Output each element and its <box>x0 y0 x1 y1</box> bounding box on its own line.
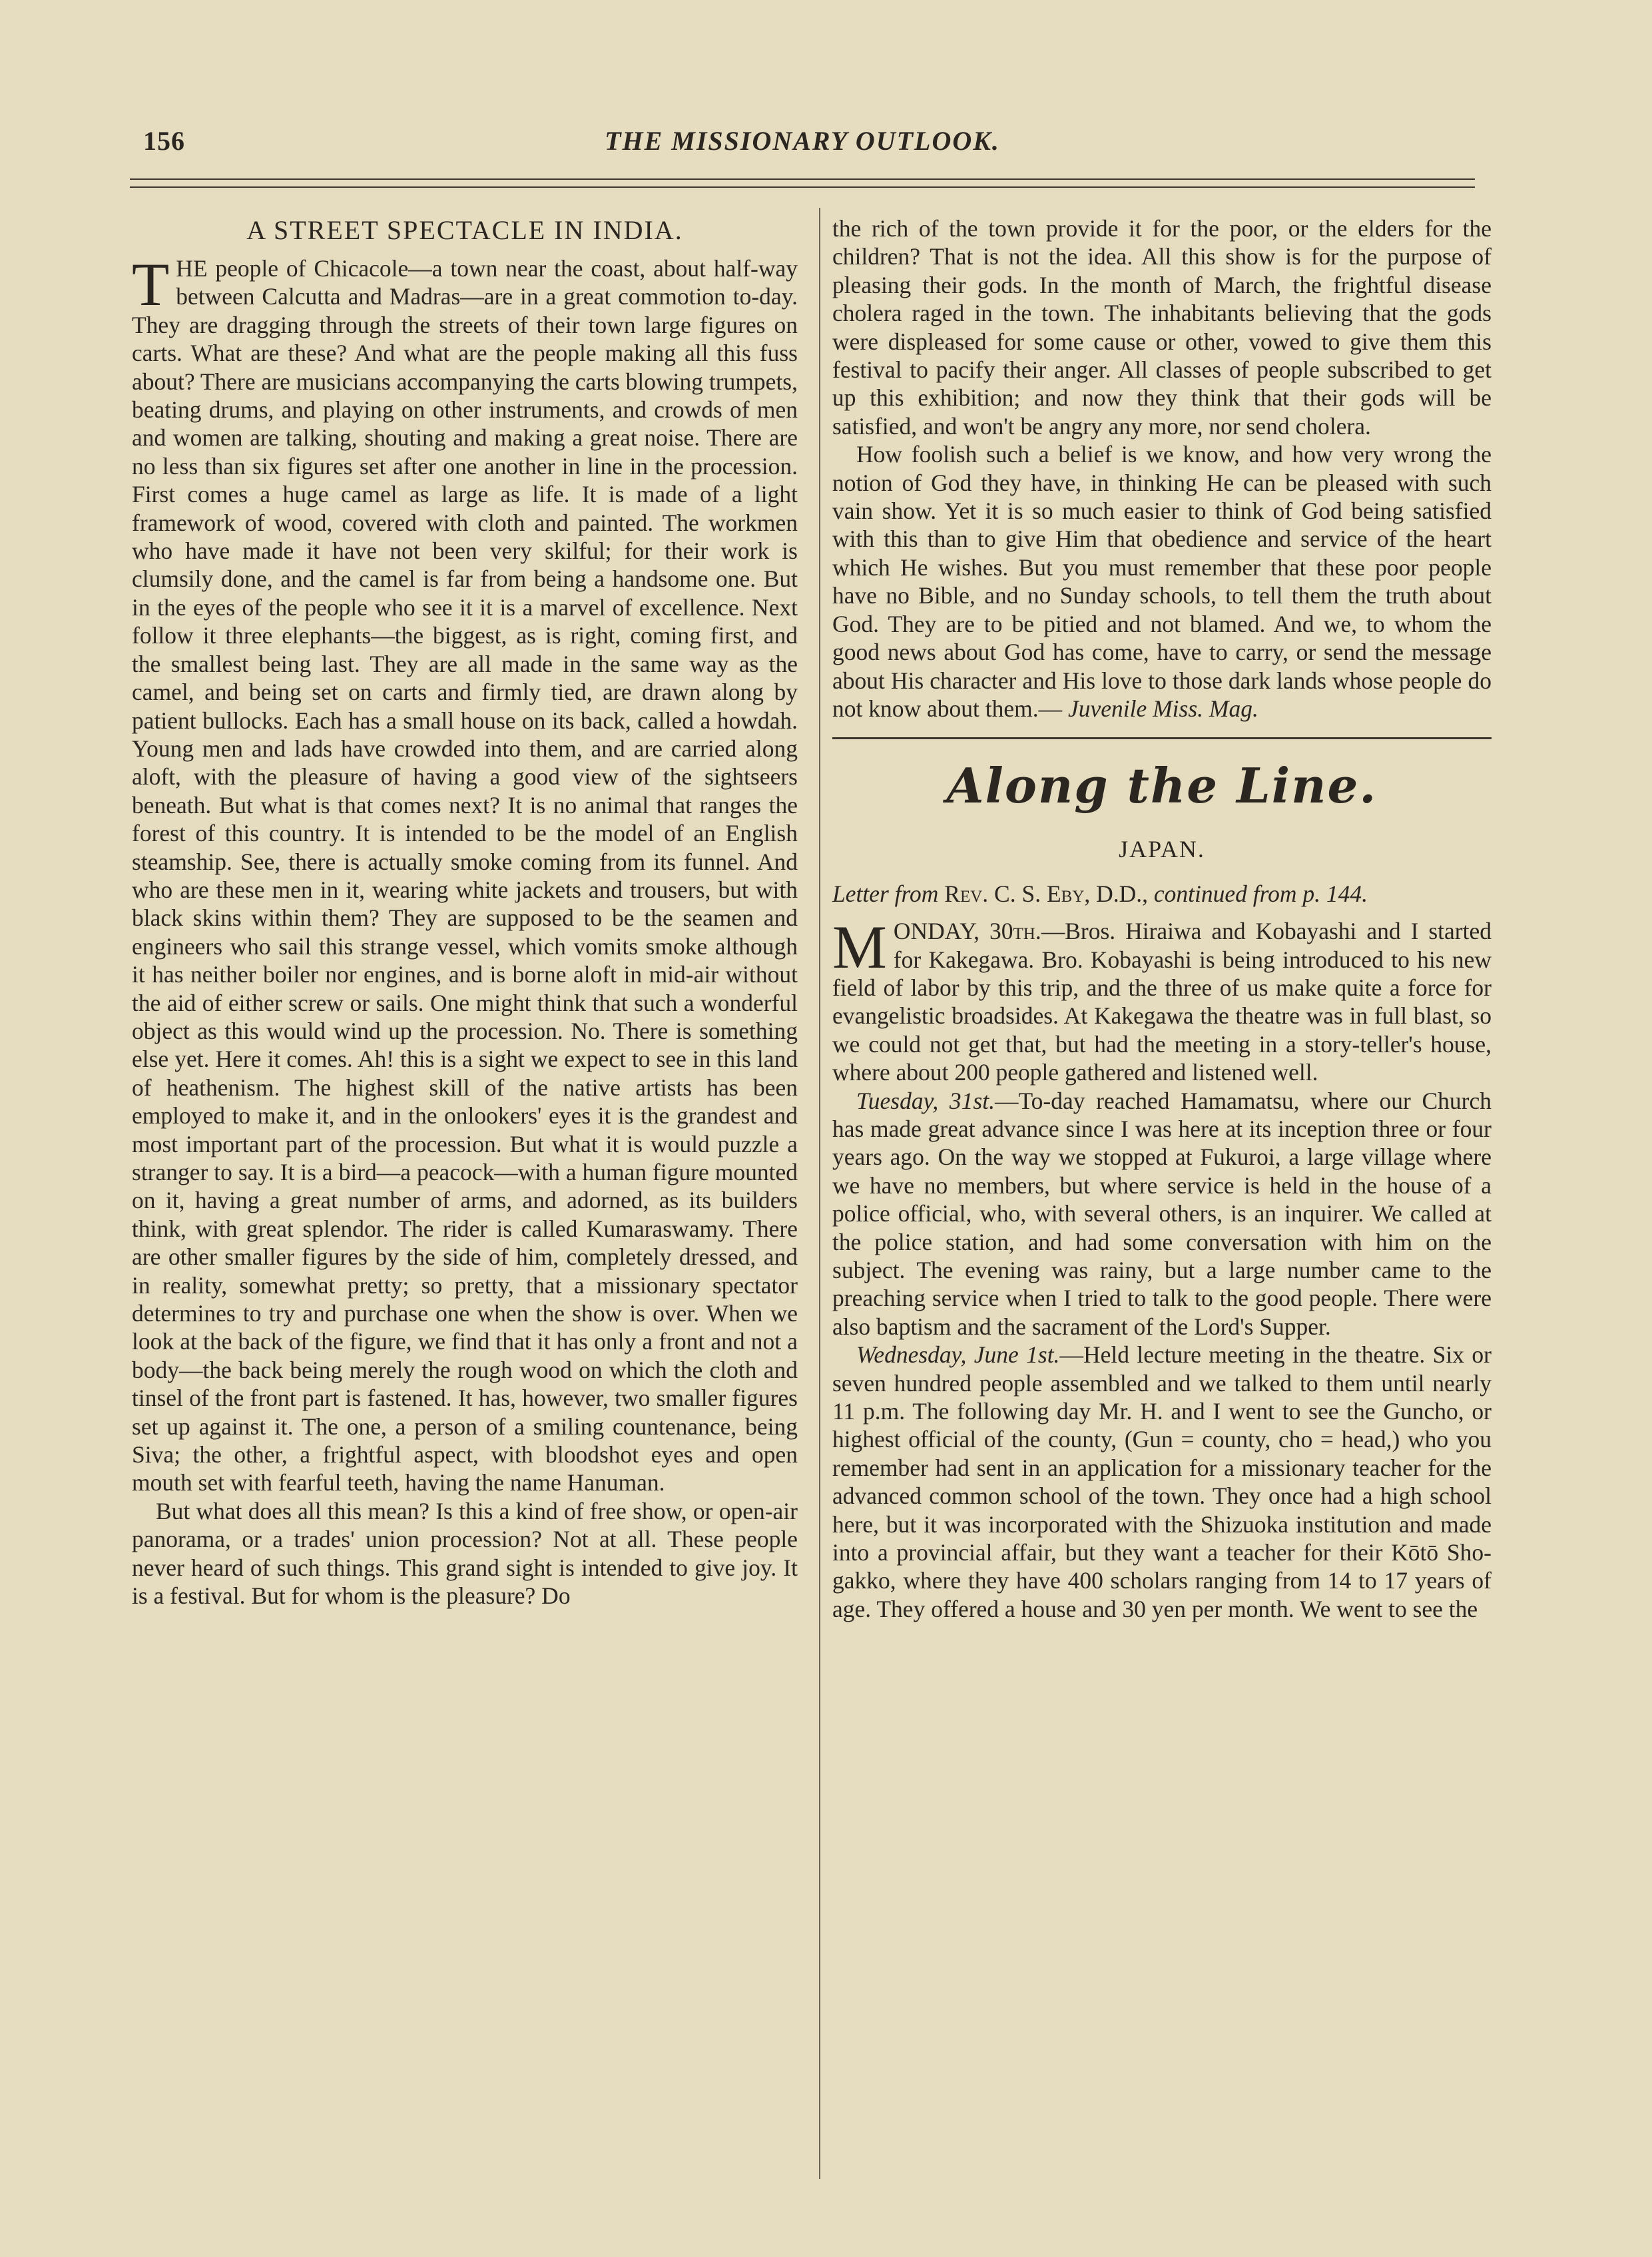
article-paragraph-1-text: HE people of Chicacole—a town near the coast, about half-way between Calcutta and Madras—are in a great commotion to-day. They are dragging through the streets of their town large figures on carts. What are these? And what are the people making all this fuss about? There are musicians accompanying the carts blowing trumpets, beating drums, and playing on other instruments, and crowds of men and women are talking, shouting and making a great noise. There are no less than six figures set after one another in line in the procession. First comes a huge camel as large as life. It is made of a light framework of wood, covered with cloth and painted. The workmen who have made it have not been very skilful; for their work is clumsily done, and the camel is far from being a handsome one. But in the eyes of the people who see it it is a marvel of excellence. Next follow it three elephants—the biggest, as is right, coming first, and the smallest being last. They are all made in the same way as the camel, and being set on carts and firmly tied, are drawn along by patient bullocks. Each has a small house on its back, called a howdah. Young men and lads have crowded into them, and are carried along aloft, with the pleasure of having a good view of the sightseers beneath. But what is that comes next? It is no animal that ranges the forest of this country. It is intended to be the model of an English steamship. See, there is actually smoke coming from its funnel. And who are these men in it, wearing white jackets and trousers, but with black skins within them? They are supposed to be the seamen and engineers who sail this strange vessel, which vomits smoke although it has neither boiler nor engines, and is borne aloft in mid-air without the aid of either screw or sails. One might think that such a wonderful object as this would wind up the procession. No. There is something else yet. Here it comes. Ah! this is a sight we expect to see in this land of heathenism. The highest skill of the native artists has been employed to make it, and in the onlookers' eyes it is the grandest and most important part of the procession. But what it is would puzzle a stranger to say. It is a bird—a peacock—with a human figure mounted on it, having a great number of arms, and adorned, as its builders think, with great splendor. The rider is called Kumaraswamy. There are other smaller figures by the side of him, completely dressed, and in reality, somewhat pretty; so pretty, that a missionary spectator determines to try and purchase one when the show is over. When we look at the back of the figure, we find that it has only a front and not a body—the back being merely the rough wood on which the cloth and tinsel of the front part is fastened. It has, however, two smaller figures set up against it. The one, a person of a smiling countenance, being Siva; the other, a frightful aspect, with bloodshot eyes and open mouth set with fearful teeth, having the name Hanuman. <box>132 255 798 1496</box>
page-number: 156 <box>143 126 185 156</box>
article-continuation-2-text: How foolish such a belief is we know, and how very wrong the notion of God they have, in thinking He can be pleased with such vain show. Yet it is so much easier to think of God being satisfied with this than to give Him that obedience and service of the heart which He wishes. But you must remember that these poor people have no Bible, and no Sunday schools, to tell them the truth about God. They are to be pitied and not blamed. And we, to whom the good news about God has come, have to carry, or send the message about His character and His love to those dark lands whose people do not know about them.— <box>832 441 1492 722</box>
subsection-heading: JAPAN. <box>1119 836 1205 863</box>
article-continuation-2 <box>832 440 1492 723</box>
article-title: A STREET SPECTACLE IN INDIA. <box>246 215 683 245</box>
wednesday-text: —Held lecture meeting in the theatre. Six or seven hundred people assembled and we talked to them until nearly 11 p.m. The following day Mr. H. and I went to see the Guncho, or highest official of the county, (Gun = county, cho = head,) who you remember had sent in an application for a missionary teacher for the advanced common school of the town. They once had a high school here, but it was incorporated with the Shizuoka institution and made into a provincial affair, but they want a teacher for their Kōtō Sho-gakko, where they have 400 scholars ranging from 14 to 17 years of age. They offered a house and 30 yen per month. We went to see the <box>832 1341 1492 1622</box>
right-column <box>832 214 1492 1623</box>
tuesday-entry <box>832 1087 1492 1341</box>
header-rule-bottom <box>130 186 1475 188</box>
left-column <box>132 214 798 1610</box>
monday-head: ONDAY, 30th. <box>893 918 1041 945</box>
header-rule-top <box>130 178 1475 180</box>
article-paragraph-1 <box>132 250 798 1497</box>
letter-byline <box>832 880 1492 908</box>
article-paragraph-2: But what does all this mean? Is this a kind of free show, or open-air panorama, or a trades' union procession? Not at all. These people never heard of such things. This grand sight is intended to give joy. It is a festival. But for whom is the pleasure? Do <box>132 1497 798 1610</box>
drop-cap-m: M <box>832 913 887 982</box>
letter-suffix: continued from p. 144. <box>1153 880 1368 907</box>
monday-text: —Bros. Hiraiwa and Kobayashi and I started for Kakegawa. Bro. Kobayashi is being introduced to his new field of labor by this trip, and the three of us make quite a force for evangelistic broadsides. At Kakegawa the theatre was in full blast, so we could not get that, but had the meeting in a story-teller's house, where about 200 people gathered and listened well. <box>832 918 1492 1086</box>
tuesday-text: —To-day reached Hamamatsu, where our Church has made great advance since I was here at its inception three or four years ago. On the way we stopped at Fukuroi, a large village where we have no members, but where service is held in the house of a police official, who, with several others, is an inquirer. We called at the police station, and had some conversation with him on the subject. The evening was rainy, but a large number came to the preaching service when I tried to talk to the good people. There were also baptism and the sacrament of the Lord's Supper. <box>832 1087 1492 1340</box>
article-continuation-1: the rich of the town provide it for the poor, or the elders for the children? That is not the idea. All this show is for the purpose of pleasing their gods. In the month of March, the frightful disease cholera raged in the town. The inhabitants believing that the gods were displeased for some cause or other, vowed to give them this festival to pacify their anger. All classes of people subscribed to get up this exhibition; and now they think that their gods will be satisfied, and won't be angry any more, nor send cholera. <box>832 215 1492 440</box>
wednesday-date: Wednesday, June 1st. <box>856 1341 1060 1369</box>
section-title: Along the Line. <box>946 757 1378 814</box>
drop-cap-t: T <box>132 250 170 318</box>
monday-entry <box>832 913 1492 1086</box>
wednesday-entry <box>832 1341 1492 1623</box>
tuesday-date: Tuesday, 31st. <box>856 1087 995 1114</box>
article-attribution: Juvenile Miss. Mag. <box>1067 695 1258 722</box>
letter-prefix: Letter from <box>832 880 939 907</box>
column-divider <box>819 208 820 2179</box>
running-head: THE MISSIONARY OUTLOOK. <box>605 126 1000 156</box>
page-header <box>130 125 1475 165</box>
letter-author: Rev. C. S. Eby, D.D., <box>944 880 1149 907</box>
section-rule <box>832 737 1492 739</box>
